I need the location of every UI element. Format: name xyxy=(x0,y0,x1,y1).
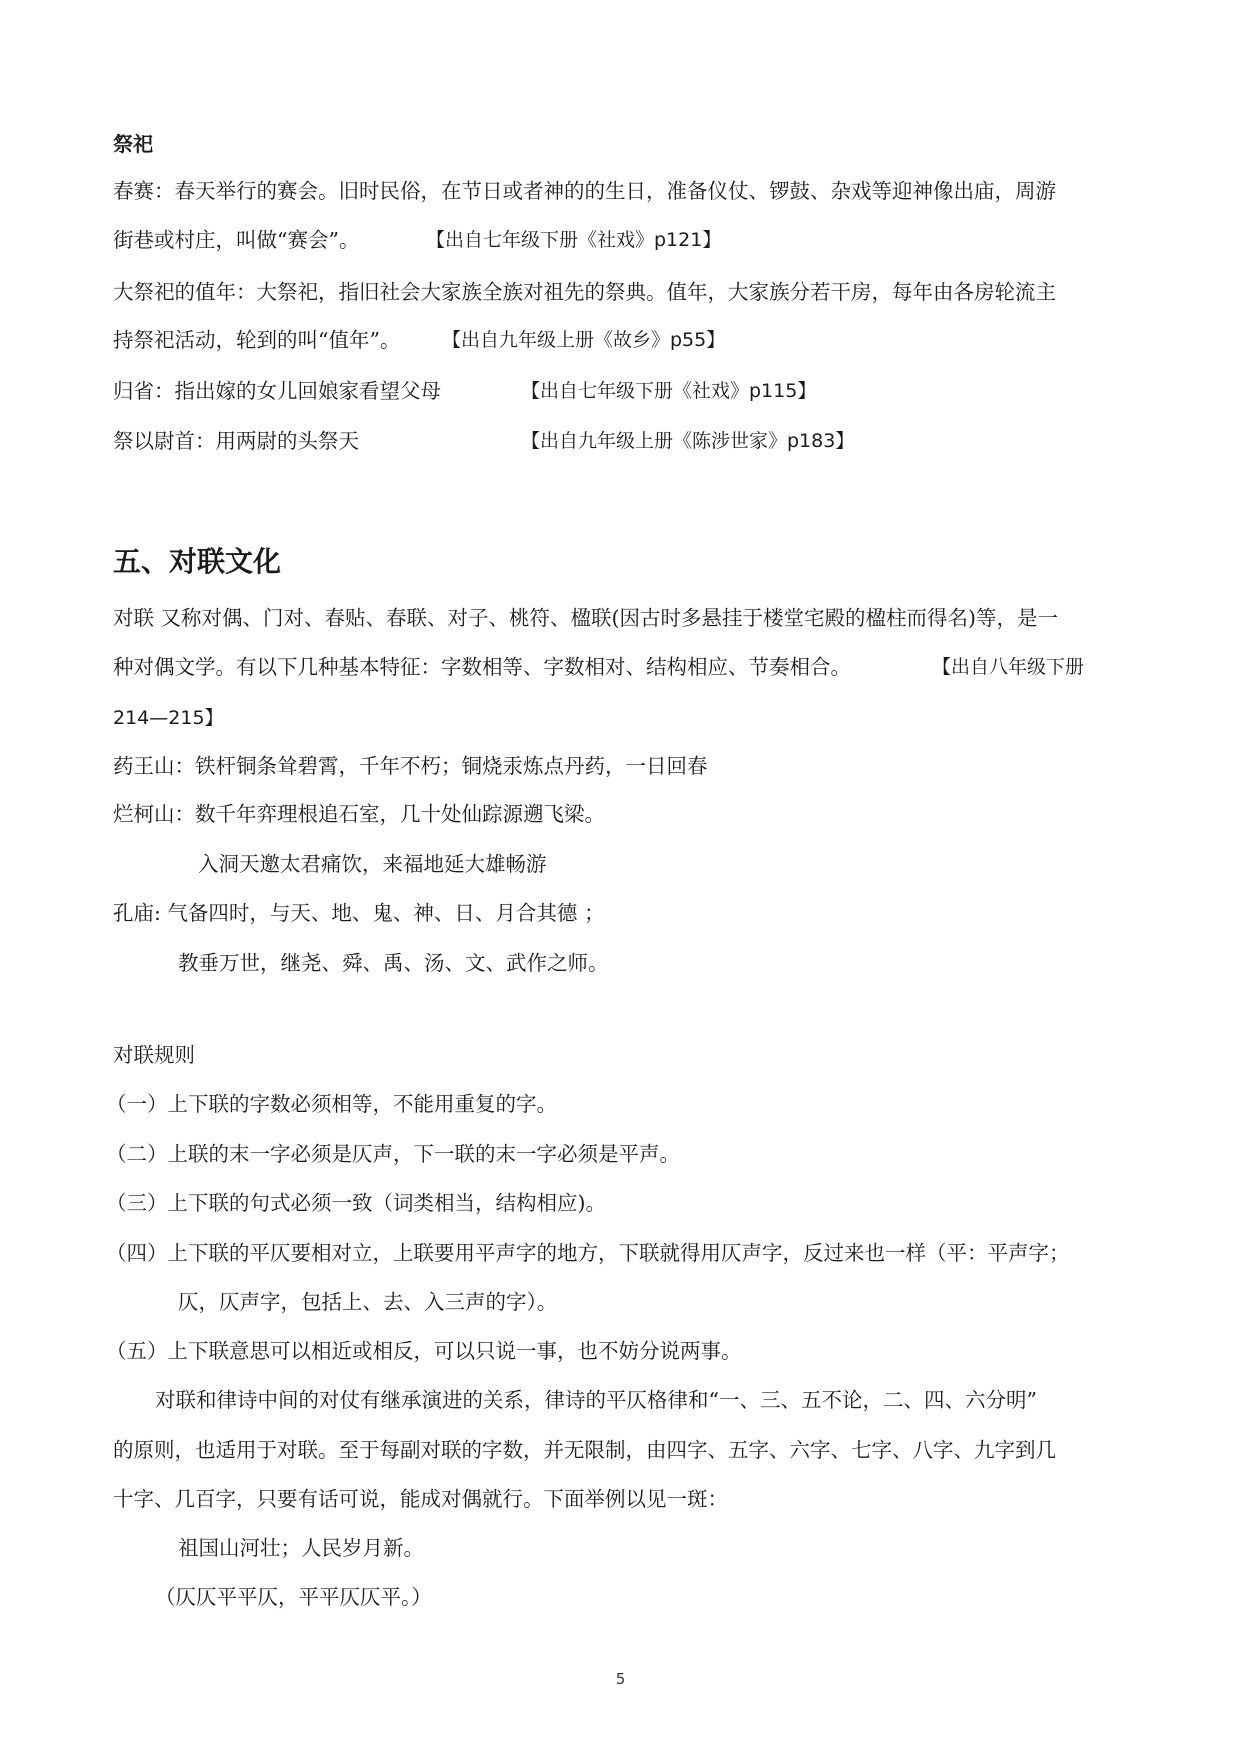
couplet-intro-text: 种对偶文学。有以下几种基本特征：字数相等、字数相对、结构相应、节奏相合。 xyxy=(113,655,851,679)
couplet-rule-4: （四）上下联的平仄要相对立，上联要用平声字的地方，下联就得用仄声字，反过来也一样（平：平声字； xyxy=(106,1241,1070,1265)
entry-chunsai-line2 xyxy=(113,227,1133,253)
entry-guixing-source: 【出自七年级下册《社戏》p115】 xyxy=(521,380,817,402)
couplet-rule-4-cont: 仄，仄声字，包括上、去、入三声的字）。 xyxy=(178,1290,558,1314)
couplet-rule-1: （一）上下联的字数必须相等，不能用重复的字。 xyxy=(106,1092,557,1116)
page-number: 5 xyxy=(615,1670,626,1688)
couplet-para-line1: 对联和律诗中间的对仗有继承演进的关系，律诗的平仄格律和“一、三、五不论，二、四、六分明” xyxy=(155,1388,1037,1412)
couplet-example-lankeshan: 烂柯山：数千年弈理根追石室，几十处仙踪源遡飞梁。 xyxy=(113,802,605,826)
entry-jiyiweishou-source: 【出自九年级上册《陈涉世家》p183】 xyxy=(521,430,855,452)
couplet-rule-5: （五）上下联意思可以相近或相反，可以只说一事，也不妨分说两事。 xyxy=(106,1339,742,1363)
entry-chunsai-source: 【出自七年级下册《社戏》p121】 xyxy=(426,229,722,251)
couplet-example-tones: （仄仄平平仄，平平仄仄平。） xyxy=(155,1585,432,1609)
couplet-rule-3: （三）上下联的句式必须一致（词类相当，结构相应)。 xyxy=(106,1191,606,1215)
section-title-sacrifice: 祭祀 xyxy=(113,132,153,156)
couplet-intro-line1: 对联 又称对偶、门对、春贴、春联、对子、桃符、楹联(因古时多悬挂于楼堂宅殿的楹柱而得名)等，是一 xyxy=(113,606,1059,630)
entry-dajisi-text: 持祭祀活动，轮到的叫“值年”。 xyxy=(113,328,401,352)
entry-guixing xyxy=(113,378,1133,404)
entry-dajisi-line1: 大祭祀的值年：大祭祀，指旧社会大家族全族对祖先的祭典。值年，大家族分若干房，每年由各房轮流主 xyxy=(113,280,1056,304)
section-title-couplet: 五、对联文化 xyxy=(113,545,282,578)
entry-jiyiweishou xyxy=(113,428,1133,454)
couplet-intro-source-a: 【出自八年级下册 xyxy=(932,656,1085,678)
couplet-example-zuguo: 祖国山河壮；人民岁月新。 xyxy=(178,1536,424,1560)
couplet-para-line2: 的原则，也适用于对联。至于每副对联的字数，并无限制，由四字、五字、六字、七字、八字、九字到几 xyxy=(113,1438,1056,1462)
couplet-rules-title: 对联规则 xyxy=(113,1043,195,1067)
entry-chunsai-text: 街巷或村庄，叫做“赛会”。 xyxy=(113,228,360,252)
entry-dajisi-source: 【出自九年级上册《故乡》p55】 xyxy=(442,329,726,351)
entry-dajisi-line2 xyxy=(113,327,1133,353)
entry-chunsai-line1: 春赛：春天举行的赛会。旧时民俗，在节日或者神的的生日，准备仪仗、锣鼓、杂戏等迎神像出庙，周游 xyxy=(113,179,1056,203)
entry-guixing-text: 归省：指出嫁的女儿回娘家看望父母 xyxy=(113,379,441,403)
couplet-intro-line2 xyxy=(113,654,1133,680)
couplet-example-yaowangshan: 药王山：铁杆铜条耸碧霄，千年不朽；铜烧汞炼点丹药，一日回春 xyxy=(113,754,708,778)
entry-jiyiweishou-text: 祭以尉首：用两尉的头祭天 xyxy=(113,429,359,453)
couplet-example-lankeshan-2: 入洞天邀太君痛饮，来福地延大雄畅游 xyxy=(198,852,547,876)
couplet-intro-source-b: 214—215】 xyxy=(113,707,224,729)
couplet-para-line3: 十字、几百字，只要有话可说，能成对偶就行。下面举例以见一斑： xyxy=(113,1487,728,1511)
couplet-example-kongmiao: 孔庙: 气备四时，与天、地、鬼、神、日、月合其德 ； xyxy=(113,901,605,925)
couplet-rule-2: （二）上联的末一字必须是仄声，下一联的末一字必须是平声。 xyxy=(106,1142,680,1166)
couplet-example-kongmiao-2: 教垂万世，继尧、舜、禹、汤、文、武作之师。 xyxy=(178,951,609,975)
